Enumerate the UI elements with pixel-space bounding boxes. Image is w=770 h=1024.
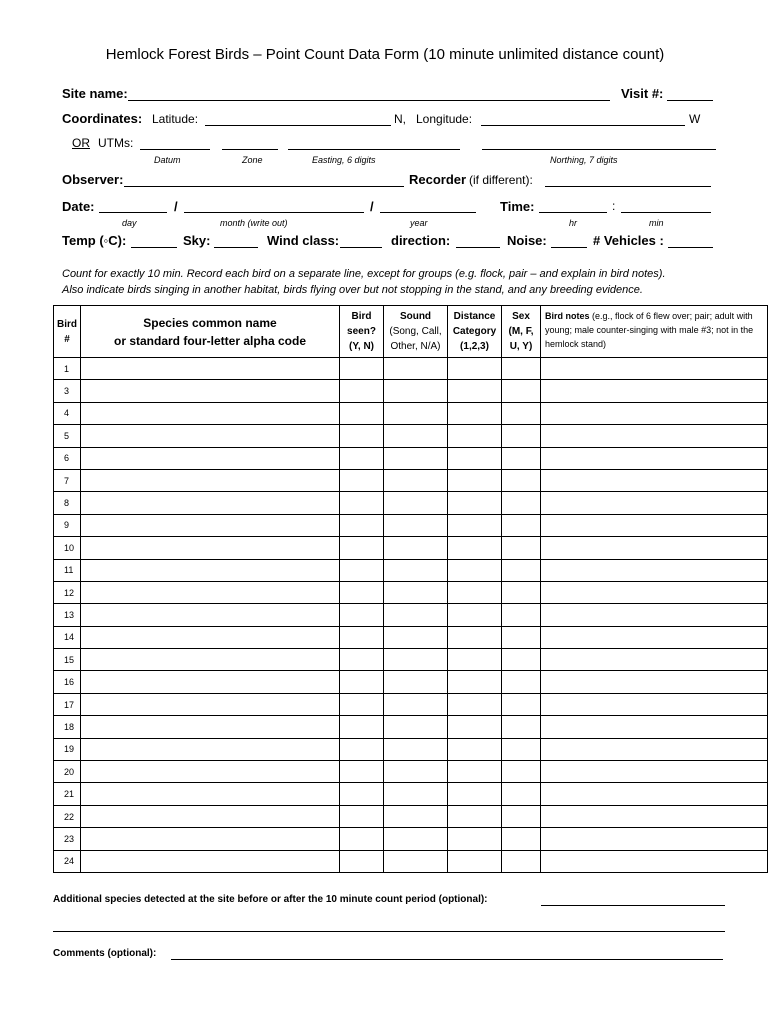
or-label: OR [72, 136, 90, 150]
species-cell[interactable] [81, 828, 340, 850]
row-number: 14 [54, 626, 81, 648]
distance-cell[interactable] [448, 828, 502, 850]
sex-cell[interactable] [502, 716, 541, 738]
min-caption: min [649, 218, 664, 228]
seen-cell[interactable] [340, 447, 384, 469]
species-cell[interactable] [81, 358, 340, 380]
notes-cell[interactable] [541, 716, 768, 738]
longitude-w: W [689, 112, 701, 126]
table-row [54, 828, 768, 850]
table-row [54, 649, 768, 671]
noise-field[interactable] [551, 247, 587, 248]
row-number: 11 [54, 559, 81, 581]
row-number: 12 [54, 581, 81, 603]
datum-field[interactable] [140, 149, 210, 150]
sound-cell[interactable] [384, 671, 448, 693]
distance-cell[interactable] [448, 469, 502, 491]
table-row [54, 358, 768, 380]
seen-cell[interactable] [340, 581, 384, 603]
species-cell[interactable] [81, 604, 340, 626]
table-row [54, 805, 768, 827]
species-cell[interactable] [81, 559, 340, 581]
visit-label: Visit #: [621, 86, 664, 101]
notes-cell[interactable] [541, 693, 768, 715]
seen-cell[interactable] [340, 559, 384, 581]
distance-cell[interactable] [448, 738, 502, 760]
sex-cell[interactable] [502, 514, 541, 536]
distance-cell[interactable] [448, 850, 502, 872]
recorder-label: Recorder [409, 172, 467, 187]
distance-cell[interactable] [448, 447, 502, 469]
table-row [54, 469, 768, 491]
time-min-field[interactable] [621, 212, 711, 213]
species-cell[interactable] [81, 492, 340, 514]
time-label: Time: [500, 199, 535, 214]
sound-cell[interactable] [384, 850, 448, 872]
sound-cell[interactable] [384, 358, 448, 380]
sound-cell[interactable] [384, 626, 448, 648]
notes-cell[interactable] [541, 425, 768, 447]
notes-cell[interactable] [541, 671, 768, 693]
seen-cell[interactable] [340, 469, 384, 491]
sky-label: Sky: [183, 233, 211, 248]
sound-cell[interactable] [384, 761, 448, 783]
table-row [54, 514, 768, 536]
sound-cell[interactable] [384, 805, 448, 827]
table-header-row [54, 306, 768, 358]
comments-field[interactable] [171, 959, 723, 960]
header-sex: Sex (M, F, U, Y) [502, 306, 541, 358]
table-body [54, 358, 768, 873]
distance-cell[interactable] [448, 492, 502, 514]
table-row [54, 380, 768, 402]
sex-cell[interactable] [502, 559, 541, 581]
wind-class-field[interactable] [340, 247, 382, 248]
distance-cell[interactable] [448, 559, 502, 581]
date-slash-1: / [174, 199, 178, 214]
sex-cell[interactable] [502, 671, 541, 693]
sound-cell[interactable] [384, 514, 448, 536]
species-cell[interactable] [81, 469, 340, 491]
notes-cell[interactable] [541, 604, 768, 626]
sex-cell[interactable] [502, 761, 541, 783]
table-row [54, 783, 768, 805]
table-row [54, 693, 768, 715]
form-title: Hemlock Forest Birds – Point Count Data Form (10 minute unlimited distance count) [105, 46, 665, 63]
species-cell[interactable] [81, 537, 340, 559]
hr-caption: hr [569, 218, 578, 228]
notes-cell[interactable] [541, 649, 768, 671]
row-number: 9 [54, 514, 81, 536]
seen-cell[interactable] [340, 828, 384, 850]
sex-cell[interactable] [502, 850, 541, 872]
site-name-field[interactable] [128, 100, 610, 101]
sound-cell[interactable] [384, 559, 448, 581]
sex-cell[interactable] [502, 693, 541, 715]
seen-cell[interactable] [340, 761, 384, 783]
notes-cell[interactable] [541, 469, 768, 491]
vehicles-field[interactable] [668, 247, 713, 248]
sex-cell[interactable] [502, 492, 541, 514]
notes-cell[interactable] [541, 380, 768, 402]
sound-cell[interactable] [384, 537, 448, 559]
seen-cell[interactable] [340, 402, 384, 424]
visit-field[interactable] [667, 100, 713, 101]
sex-cell[interactable] [502, 425, 541, 447]
seen-cell[interactable] [340, 626, 384, 648]
distance-cell[interactable] [448, 716, 502, 738]
notes-cell[interactable] [541, 828, 768, 850]
sound-cell[interactable] [384, 604, 448, 626]
notes-cell[interactable] [541, 761, 768, 783]
distance-cell[interactable] [448, 380, 502, 402]
distance-cell[interactable] [448, 693, 502, 715]
distance-cell[interactable] [448, 604, 502, 626]
sound-cell[interactable] [384, 693, 448, 715]
notes-cell[interactable] [541, 447, 768, 469]
table-row [54, 604, 768, 626]
month-caption: month (write out) [220, 218, 288, 228]
sex-cell[interactable] [502, 783, 541, 805]
sound-cell[interactable] [384, 447, 448, 469]
latitude-field[interactable] [205, 125, 391, 126]
sex-cell[interactable] [502, 828, 541, 850]
sound-cell[interactable] [384, 738, 448, 760]
species-cell[interactable] [81, 783, 340, 805]
row-number: 20 [54, 761, 81, 783]
row-number: 13 [54, 604, 81, 626]
sex-cell[interactable] [502, 649, 541, 671]
row-number: 18 [54, 716, 81, 738]
date-year-field[interactable] [380, 212, 476, 213]
row-number: 10 [54, 537, 81, 559]
table-row [54, 581, 768, 603]
seen-cell[interactable] [340, 604, 384, 626]
sex-cell[interactable] [502, 604, 541, 626]
row-number: 23 [54, 828, 81, 850]
recorder-field[interactable] [545, 186, 711, 187]
sex-cell[interactable] [502, 537, 541, 559]
notes-cell[interactable] [541, 581, 768, 603]
header-species: Species common name or standard four-letter alpha code [81, 306, 340, 358]
coordinates-label: Coordinates: [62, 111, 143, 126]
latitude-n: N, [394, 112, 406, 126]
sex-cell[interactable] [502, 469, 541, 491]
table-row [54, 761, 768, 783]
species-cell[interactable] [81, 671, 340, 693]
seen-cell[interactable] [340, 693, 384, 715]
temp-field[interactable] [131, 247, 177, 248]
sound-cell[interactable] [384, 469, 448, 491]
row-number: 15 [54, 649, 81, 671]
date-slash-2: / [370, 199, 374, 214]
header-bird-notes: Bird notes (e.g., flock of 6 flew over; pair; adult with young; male counter-singing with male #3; not in the hemlock stand) [541, 306, 768, 358]
table-row [54, 492, 768, 514]
notes-cell[interactable] [541, 559, 768, 581]
noise-label: Noise: [507, 233, 547, 248]
species-cell[interactable] [81, 805, 340, 827]
seen-cell[interactable] [340, 492, 384, 514]
row-number: 24 [54, 850, 81, 872]
sound-cell[interactable] [384, 649, 448, 671]
sound-cell[interactable] [384, 828, 448, 850]
day-caption: day [122, 218, 137, 228]
sound-cell[interactable] [384, 783, 448, 805]
observer-field[interactable] [124, 186, 404, 187]
sex-cell[interactable] [502, 380, 541, 402]
sound-cell[interactable] [384, 716, 448, 738]
header-distance: Distance Category (1,2,3) [448, 306, 502, 358]
distance-cell[interactable] [448, 358, 502, 380]
northing-caption: Northing, 7 digits [550, 155, 618, 165]
notes-cell[interactable] [541, 738, 768, 760]
notes-cell[interactable] [541, 514, 768, 536]
species-cell[interactable] [81, 425, 340, 447]
sex-cell[interactable] [502, 447, 541, 469]
additional-species-field-2[interactable] [53, 931, 725, 932]
header-bird-number: Bird # [54, 306, 81, 358]
notes-cell[interactable] [541, 805, 768, 827]
row-number: 6 [54, 447, 81, 469]
instructions-line-2: Also indicate birds singing in another habitat, birds flying over but not stopping in the stand, and any breeding evidence. [62, 284, 643, 296]
latitude-label: Latitude: [152, 112, 199, 126]
table-row [54, 671, 768, 693]
row-number: 1 [54, 358, 81, 380]
row-number: 3 [54, 380, 81, 402]
species-cell[interactable] [81, 716, 340, 738]
northing-field[interactable] [482, 149, 716, 150]
species-cell[interactable] [81, 581, 340, 603]
distance-cell[interactable] [448, 649, 502, 671]
sex-cell[interactable] [502, 805, 541, 827]
row-number: 5 [54, 425, 81, 447]
table-row [54, 537, 768, 559]
seen-cell[interactable] [340, 425, 384, 447]
seen-cell[interactable] [340, 649, 384, 671]
species-cell[interactable] [81, 693, 340, 715]
sex-cell[interactable] [502, 626, 541, 648]
table-row [54, 425, 768, 447]
seen-cell[interactable] [340, 380, 384, 402]
zone-caption: Zone [242, 155, 263, 165]
sex-cell[interactable] [502, 581, 541, 603]
sex-cell[interactable] [502, 358, 541, 380]
seen-cell[interactable] [340, 514, 384, 536]
table-row [54, 626, 768, 648]
notes-cell[interactable] [541, 783, 768, 805]
date-day-field[interactable] [99, 212, 167, 213]
seen-cell[interactable] [340, 716, 384, 738]
sky-field[interactable] [214, 247, 258, 248]
sex-cell[interactable] [502, 738, 541, 760]
table-row [54, 447, 768, 469]
seen-cell[interactable] [340, 783, 384, 805]
distance-cell[interactable] [448, 671, 502, 693]
row-number: 16 [54, 671, 81, 693]
distance-cell[interactable] [448, 425, 502, 447]
longitude-field[interactable] [481, 125, 685, 126]
table-row [54, 850, 768, 872]
distance-cell[interactable] [448, 402, 502, 424]
species-cell[interactable] [81, 738, 340, 760]
table-row [54, 738, 768, 760]
easting-field[interactable] [288, 149, 460, 150]
sound-cell[interactable] [384, 402, 448, 424]
sound-cell[interactable] [384, 425, 448, 447]
direction-field[interactable] [456, 247, 500, 248]
date-month-field[interactable] [184, 212, 364, 213]
vehicles-label: # Vehicles : [593, 233, 664, 248]
instructions-line-1: Count for exactly 10 min. Record each bird on a separate line, except for groups (e.g. flock, pair – and explain in bird notes). [62, 268, 666, 280]
notes-cell[interactable] [541, 850, 768, 872]
bird-data-table [53, 305, 768, 873]
species-cell[interactable] [81, 514, 340, 536]
species-cell[interactable] [81, 649, 340, 671]
utms-label: UTMs: [98, 136, 134, 150]
notes-cell[interactable] [541, 537, 768, 559]
species-cell[interactable] [81, 380, 340, 402]
header-sound: Sound (Song, Call, Other, N/A) [384, 306, 448, 358]
seen-cell[interactable] [340, 537, 384, 559]
seen-cell[interactable] [340, 738, 384, 760]
seen-cell[interactable] [340, 850, 384, 872]
direction-label: direction: [391, 233, 451, 248]
notes-cell[interactable] [541, 402, 768, 424]
notes-cell[interactable] [541, 492, 768, 514]
recorder-note: (if different): [469, 173, 533, 187]
easting-caption: Easting, 6 digits [312, 155, 376, 165]
date-label: Date: [62, 199, 95, 214]
notes-cell[interactable] [541, 626, 768, 648]
site-name-label: Site name: [62, 86, 128, 101]
distance-cell[interactable] [448, 805, 502, 827]
seen-cell[interactable] [340, 805, 384, 827]
distance-cell[interactable] [448, 581, 502, 603]
longitude-label: Longitude: [416, 112, 473, 126]
row-number: 21 [54, 783, 81, 805]
species-cell[interactable] [81, 626, 340, 648]
header-bird-seen: Bird seen? (Y, N) [340, 306, 384, 358]
species-cell[interactable] [81, 761, 340, 783]
observer-label: Observer: [62, 172, 124, 187]
zone-field[interactable] [222, 149, 278, 150]
species-cell[interactable] [81, 850, 340, 872]
time-hr-field[interactable] [539, 212, 607, 213]
row-number: 4 [54, 402, 81, 424]
distance-cell[interactable] [448, 514, 502, 536]
additional-species-field[interactable] [541, 905, 725, 906]
row-number: 7 [54, 469, 81, 491]
sex-cell[interactable] [502, 402, 541, 424]
temp-label: Temp (◦C): [62, 233, 127, 248]
row-number: 19 [54, 738, 81, 760]
species-cell[interactable] [81, 402, 340, 424]
row-number: 17 [54, 693, 81, 715]
table-row [54, 559, 768, 581]
distance-cell[interactable] [448, 783, 502, 805]
wind-class-label: Wind class: [267, 233, 340, 248]
datum-caption: Datum [154, 155, 181, 165]
distance-cell[interactable] [448, 626, 502, 648]
seen-cell[interactable] [340, 671, 384, 693]
sound-cell[interactable] [384, 380, 448, 402]
sound-cell[interactable] [384, 492, 448, 514]
table-row [54, 716, 768, 738]
comments-label: Comments (optional): [53, 948, 157, 959]
table-row [54, 402, 768, 424]
additional-species-label: Additional species detected at the site before or after the 10 minute count period (optional): [53, 894, 488, 905]
distance-cell[interactable] [448, 537, 502, 559]
seen-cell[interactable] [340, 358, 384, 380]
time-colon: : [612, 199, 616, 213]
notes-cell[interactable] [541, 358, 768, 380]
row-number: 22 [54, 805, 81, 827]
sound-cell[interactable] [384, 581, 448, 603]
distance-cell[interactable] [448, 761, 502, 783]
year-caption: year [410, 218, 428, 228]
species-cell[interactable] [81, 447, 340, 469]
row-number: 8 [54, 492, 81, 514]
